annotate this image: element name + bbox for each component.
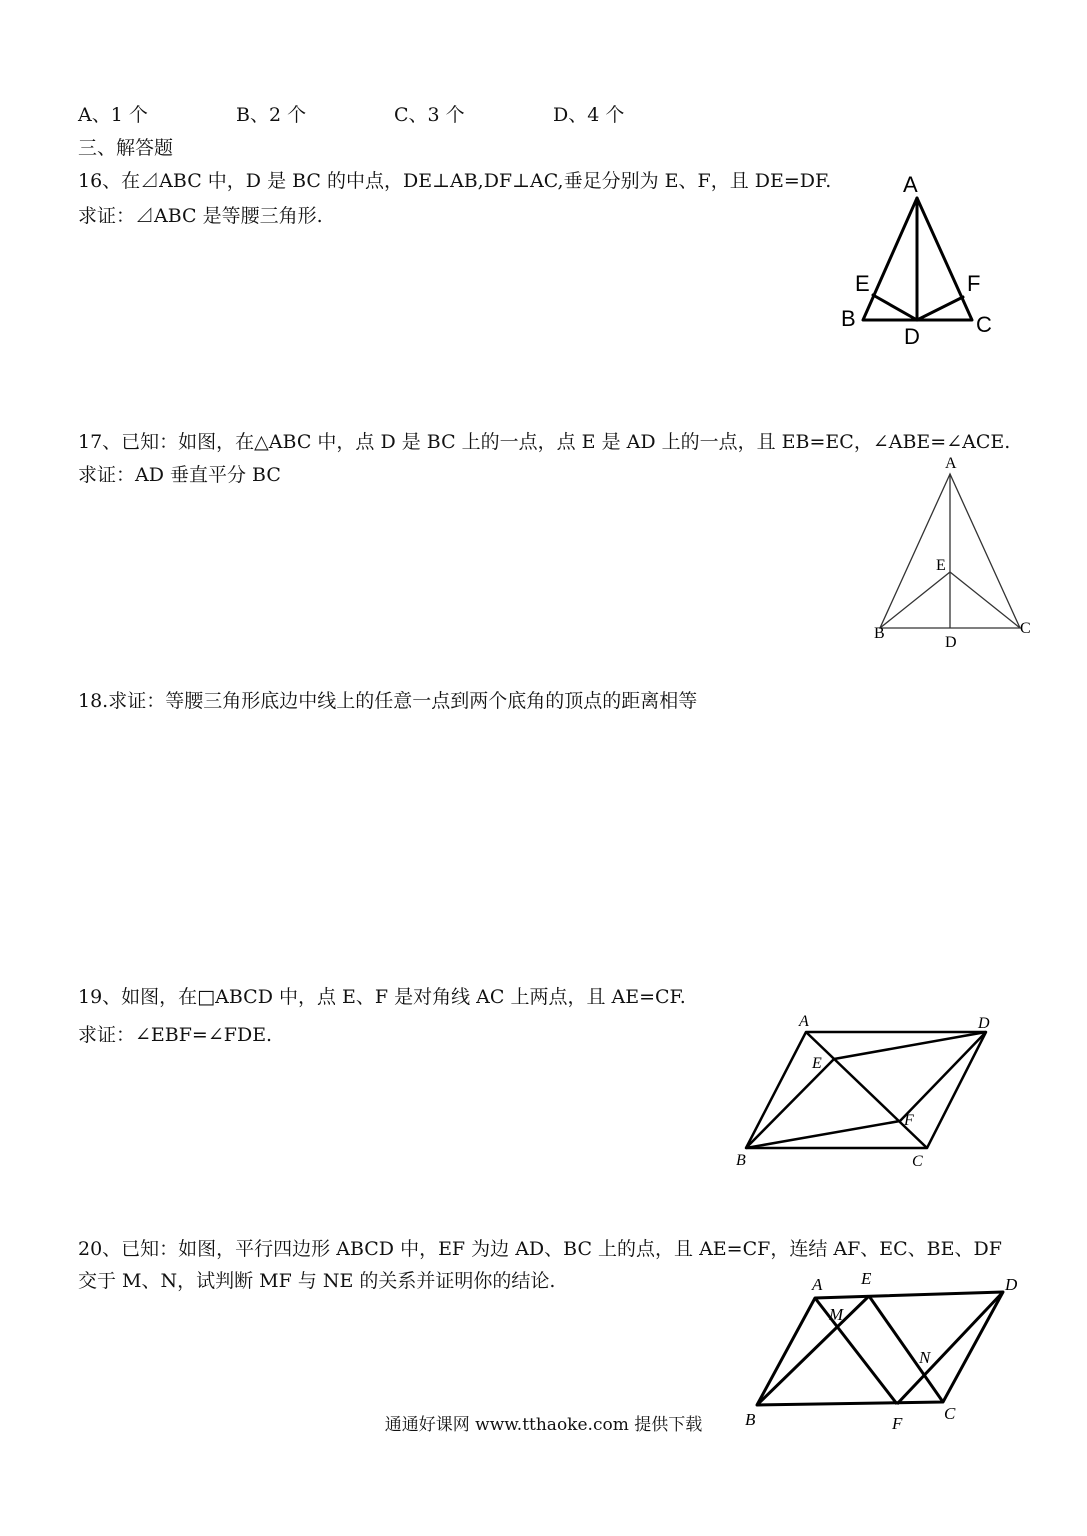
q19-label-a: A <box>799 1013 809 1030</box>
q20-label-n: N <box>919 1348 931 1367</box>
q20-line2: 交于 M、N，试判断 MF 与 NE 的关系并证明你的结论. <box>78 1270 556 1292</box>
q17-figure <box>865 452 1045 657</box>
q16-label-e: E <box>855 271 870 296</box>
q19-prove: 求证：∠EBF=∠FDE. <box>78 1024 273 1046</box>
q19-text: 19、如图，在□ABCD 中，点 E、F 是对角线 AC 上两点，且 AE=CF. <box>78 986 686 1008</box>
q19-label-d: D <box>978 1015 990 1032</box>
q17-label-b: B <box>874 625 885 642</box>
section-title: 三、解答题 <box>78 137 174 159</box>
q16-label-d: D <box>904 324 920 349</box>
choice-c: C、3 个 <box>394 104 465 126</box>
q20-label-f: F <box>892 1414 903 1433</box>
q17-label-c: C <box>1020 620 1031 637</box>
q19-label-b: B <box>736 1152 746 1169</box>
q19-label-c: C <box>912 1153 923 1170</box>
q19-label-e: E <box>812 1055 822 1072</box>
q16-prove: 求证：⊿ABC 是等腰三角形. <box>78 205 323 227</box>
q20-label-c: C <box>944 1404 956 1423</box>
choice-d: D、4 个 <box>553 104 625 126</box>
choice-a: A、1 个 <box>78 104 148 126</box>
q16-text: 16、在⊿ABC 中，D 是 BC 的中点，DE⊥AB,DF⊥AC,垂足分别为 E、F，且 DE=DF. <box>78 170 832 192</box>
q17-label-d: D <box>945 634 957 651</box>
q17-label-e: E <box>936 557 946 574</box>
q16-label-f: F <box>967 271 981 296</box>
q19-label-f: F <box>904 1112 914 1129</box>
q20-line1: 20、已知：如图，平行四边形 ABCD 中，EF 为边 AD、BC 上的点，且 AE=CF，连结 AF、EC、BE、DF <box>78 1238 1002 1260</box>
q16-label-a: A <box>903 172 918 197</box>
q20-label-d: D <box>1005 1275 1018 1294</box>
q17-label-a: A <box>945 455 957 472</box>
q16-label-c: C <box>976 312 992 337</box>
q20-label-e: E <box>861 1269 872 1288</box>
q20-label-a: A <box>812 1275 823 1294</box>
q17-prove: 求证：AD 垂直平分 BC <box>78 464 281 486</box>
q20-label-b: B <box>745 1410 756 1429</box>
q17-text: 17、已知：如图，在△ABC 中，点 D 是 BC 上的一点，点 E 是 AD 上的一点，且 EB=EC，∠ABE=∠ACE. <box>78 431 1011 453</box>
q20-label-m: M <box>829 1305 844 1324</box>
q18-text: 18.求证：等腰三角形底边中线上的任意一点到两个底角的顶点的距离相等 <box>78 690 698 712</box>
q16-label-b: B <box>841 306 856 331</box>
q16-figure <box>835 170 1005 355</box>
page-footer: 通通好课网 www.tthaoke.com 提供下载 <box>384 1415 703 1435</box>
q19-figure <box>728 1010 1008 1175</box>
choice-b: B、2 个 <box>236 104 307 126</box>
